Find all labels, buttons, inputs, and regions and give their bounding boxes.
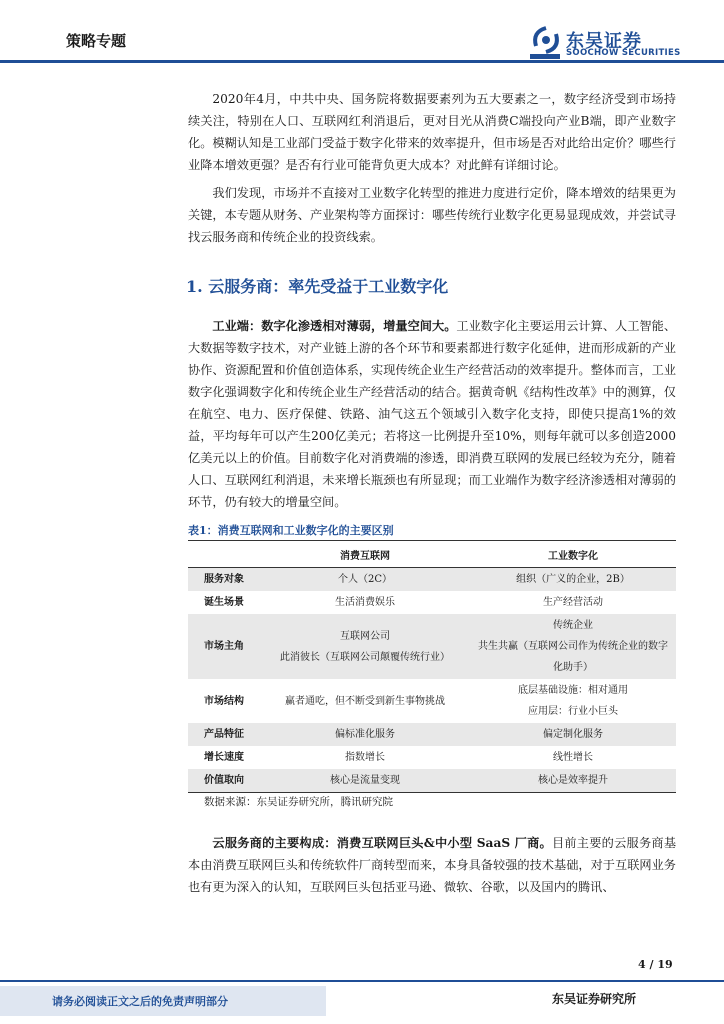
section-title: 1. 云服务商：率先受益于工业数字化 [186, 277, 449, 296]
table-row [188, 679, 676, 723]
row-label: 增长速度 [204, 752, 244, 763]
cloud-providers-paragraph-lead: 云服务商的主要构成：消费互联网巨头&中小型 SaaS 厂商。 [212, 836, 552, 850]
table-header-industrial: 工业数字化 [548, 550, 598, 562]
cloud-providers-paragraph [188, 832, 676, 898]
cloud-providers-paragraph-body: 目前主要的云服务商基本由消费互联网巨头和传统软件厂商转型而来，本身具备较强的技术基础，对于互联网业务也有更为深入的认知，互联网巨头包括亚马逊、微软、谷歌，以及国内的腾讯、 [188, 836, 677, 894]
comparison-table [188, 540, 676, 793]
industrial-cell: 线性增长 [553, 752, 593, 763]
consumer-cell-top: 互联网公司 [340, 630, 390, 642]
report-type-label: 策略专题 [66, 32, 127, 50]
industrial-cell [470, 679, 676, 723]
industrial-cell-detail: 应用层：行业小巨头 [528, 706, 618, 717]
industrial-cell: 核心是效率提升 [538, 775, 608, 786]
footer-disclaimer-text: 请务必阅读正文之后的免责声明部分 [52, 995, 228, 1008]
consumer-cell: 个人（2C） [337, 574, 392, 585]
consumer-cell: 核心是流量变现 [330, 775, 400, 786]
footer-disclaimer-band [0, 986, 326, 1016]
row-label: 服务对象 [204, 574, 244, 585]
footer-divider [0, 980, 724, 982]
industrial-cell: 生产经营活动 [543, 597, 603, 608]
industrial-cell: 偏定制化服务 [543, 729, 603, 740]
row-label: 产品特征 [204, 729, 244, 740]
table-row [188, 746, 676, 769]
table-row [188, 723, 676, 746]
intro-paragraph-2: 我们发现，市场并不直接对工业数字化转型的推进力度进行定价，降本增效的结果更为关键，本专题从财务、产业架构等方面探讨：哪些传统行业数字化更易显现成效，并尝试寻找云服务商和传统企业的投资线索。 [188, 186, 676, 244]
consumer-cell: 偏标准化服务 [335, 729, 395, 740]
row-label: 市场结构 [204, 695, 244, 707]
consumer-cell: 生活消费娱乐 [335, 597, 395, 608]
industrial-paragraph-lead: 工业端：数字化渗透相对薄弱，增量空间大。 [212, 319, 457, 333]
intro-paragraph-1: 2020年4月，中共中央、国务院将数据要素列为五大要素之一，数字经济受到市场持续关注，特别在人口、互联网红利消退后，更对目光从消费C端投向产业B端，即产业数字化。模糊认知是工业部门受益于数字化带来的效率提升，但市场是否对此给出定价？哪些行业降本增效更强？是否有行业可能背负更大成本？对此鲜有详细讨论。 [188, 92, 676, 172]
logo-english-name: SOOCHOW SECURITIES [566, 48, 681, 58]
logo-chinese-name: 东吴证券 [566, 31, 642, 52]
row-label: 诞生场景 [204, 597, 244, 608]
table-header-consumer: 消费互联网 [340, 550, 390, 562]
table-row [188, 769, 676, 793]
industrial-cell-top: 底层基础设施：相对通用 [518, 685, 628, 696]
page-number: 4 / 19 [638, 958, 673, 971]
consumer-cell [260, 614, 470, 679]
industrial-cell: 组织（广义的企业，2B） [516, 574, 630, 585]
industrial-cell-detail: 共生共赢（互联网公司作为传统企业的数字化助手） [478, 641, 668, 673]
data-source-note: 数据来源：东吴证券研究所，腾讯研究院 [204, 796, 393, 808]
table-header-blank [188, 541, 260, 568]
industrial-cell [470, 614, 676, 679]
consumer-cell: 指数增长 [345, 752, 385, 763]
industrial-paragraph [188, 315, 676, 513]
row-label: 市场主角 [204, 641, 244, 652]
table-row [188, 591, 676, 614]
consumer-cell-detail: 此消彼长（互联网公司颠覆传统行业） [280, 651, 450, 663]
table-row [188, 614, 676, 679]
table-header-row [188, 541, 676, 568]
header-divider [0, 60, 724, 63]
industrial-cell-top: 传统企业 [553, 620, 593, 631]
row-label: 价值取向 [204, 775, 244, 786]
table-caption: 表1：消费互联网和工业数字化的主要区别 [188, 524, 394, 537]
consumer-cell: 赢者通吃，但不断受到新生事物挑战 [285, 695, 445, 707]
industrial-paragraph-body: 工业数字化主要运用云计算、人工智能、大数据等数字技术，对产业链上游的各个环节和要素都进行数字化延伸，进而形成新的产业协作、资源配置和价值创造体系，实现传统企业生产经营活动的效率提升。整体而言，工业数字化强调数字化和传统企业生产经营活动的结合。据黄奇帆《结构性改革》中的测算，仅在航空、电力、医疗保健、铁路、油气这五个领域引入数字化支持，即使只提高1%的效益，平均每年可以产生200亿美元；若将这一比例提升至10%，则每年就可以多创造2000亿美元以上的价值。目前数字化对消费端的渗透，即消费互联网的发展已经较为充分，随着人口、互联网红利消退，未来增长瓶颈也有所显现；而工业端作为数字经济渗透相对薄弱的环节，仍有较大的增量空间。 [188, 319, 677, 509]
table-row [188, 568, 676, 592]
footer-organization: 东吴证券研究所 [552, 992, 637, 1006]
